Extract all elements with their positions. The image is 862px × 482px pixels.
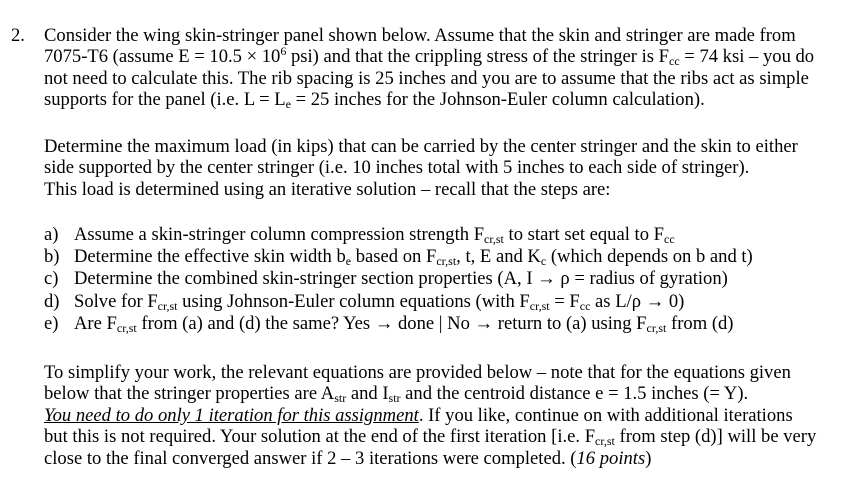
subscript: cr,st: [529, 298, 550, 313]
intro-line-1: Consider the wing skin-stringer panel shown below. Assume that the skin and stringer are made from: [44, 25, 796, 46]
intro-line-2-text-c: = 74 ksi – you do: [679, 46, 815, 68]
intro-line-4-text-a: supports for the panel (i.e. L = L: [44, 89, 286, 111]
exponent: 6: [280, 44, 287, 59]
instructions-line-3: [44, 405, 856, 426]
intro-line-2-text-b: psi) and that the crippling stress of the stringer is F: [286, 46, 669, 68]
instructions-text: but this is not required. Your solution at the end of the first iteration [i.e. F: [44, 426, 596, 448]
subscript: cr,st: [157, 298, 178, 313]
task-paragraph: [44, 136, 856, 200]
instructions-text: ): [645, 447, 652, 469]
instructions-line-1: To simplify your work, the relevant equations are provided below – note that for the equations given: [44, 362, 791, 383]
step-text: Solve for F: [74, 290, 158, 312]
step-letter: e): [44, 312, 59, 334]
emphasis-text: You need to do only 1 iteration for this assignment: [44, 404, 419, 426]
instructions-line-5: [44, 448, 856, 469]
step-letter: d): [44, 290, 60, 312]
step-a: [44, 224, 856, 246]
step-c: [44, 268, 856, 290]
step-text: to start set equal to F: [503, 224, 664, 245]
subscript: cc: [664, 232, 675, 246]
intro-line-2-text-a: 7075-T6 (assume E = 10.5 × 10: [44, 46, 281, 68]
step-text: using Johnson-Euler column equations (with F: [177, 290, 530, 312]
subscript: cr,st: [595, 434, 615, 449]
step-text: , t, E and K: [456, 246, 541, 268]
task-line-1: Determine the maximum load (in kips) that can be carried by the center stringer and the skin to either: [44, 136, 798, 157]
step-b: [44, 246, 856, 268]
subscript: cc: [669, 54, 680, 69]
step-letter: b): [44, 246, 60, 268]
subscript: cr,st: [436, 254, 457, 269]
task-line-2: side supported by the center stringer (i.e. 10 inches total with 5 inches to each side of stringer).: [44, 157, 750, 179]
intro-line-4-text-b: = 25 inches for the Johnson-Euler column calculation).: [290, 89, 705, 111]
instructions-text: and the centroid distance e = 1.5 inches (= Y).: [400, 383, 749, 405]
step-text: Assume a skin-stringer column compression strength F: [74, 224, 485, 245]
subscript: str: [334, 391, 347, 406]
points-value: 16 points: [576, 447, 646, 469]
step-text: (which depends on b and t): [546, 246, 753, 268]
step-letter: a): [44, 224, 59, 245]
subscript: cr,st: [646, 320, 667, 335]
intro-line-3: not need to calculate this. The rib spacing is 25 inches and you are to assume that the ribs act as simple: [44, 67, 809, 89]
subscript: e: [345, 254, 352, 269]
subscript: c: [540, 254, 547, 269]
instructions-paragraph: [44, 362, 856, 469]
intro-line-4: [44, 89, 856, 110]
task-line-3: This load is determined using an iterative solution – recall that the steps are:: [44, 178, 611, 200]
instructions-text: . If you like, continue on with additional iterations: [418, 404, 793, 426]
subscript: cc: [579, 298, 591, 313]
step-text: Determine the combined skin-stringer section properties (A, I → ρ = radius of gyration): [74, 268, 728, 290]
step-text: as L/ρ → 0): [590, 290, 685, 312]
instructions-text: from step (d)] will be very: [614, 426, 817, 448]
instructions-text: and I: [346, 383, 389, 405]
question-number: 2.: [11, 25, 25, 46]
step-text: = F: [549, 290, 580, 312]
intro-paragraph: [44, 25, 856, 111]
step-letter: c): [44, 268, 59, 290]
steps-list: [44, 224, 856, 335]
step-d: [44, 291, 856, 313]
subscript: str: [388, 391, 401, 406]
step-text: Determine the effective skin width b: [74, 246, 346, 268]
instructions-text: below that the stringer properties are A: [44, 383, 335, 405]
intro-line-2: [44, 46, 856, 67]
instructions-line-2: [44, 383, 856, 404]
step-text: from (a) and (d) the same? Yes → done | No → return to (a) using F: [136, 312, 647, 334]
step-text: based on F: [351, 246, 437, 268]
instructions-line-4: [44, 426, 856, 447]
subscript: cr,st: [484, 232, 504, 246]
subscript: e: [285, 97, 291, 112]
instructions-text: close to the final converged answer if 2 – 3 iterations were completed. (: [44, 447, 577, 469]
subscript: cr,st: [116, 320, 137, 335]
step-e: [44, 313, 856, 335]
step-text: from (d): [666, 312, 734, 334]
step-text: Are F: [74, 312, 117, 334]
